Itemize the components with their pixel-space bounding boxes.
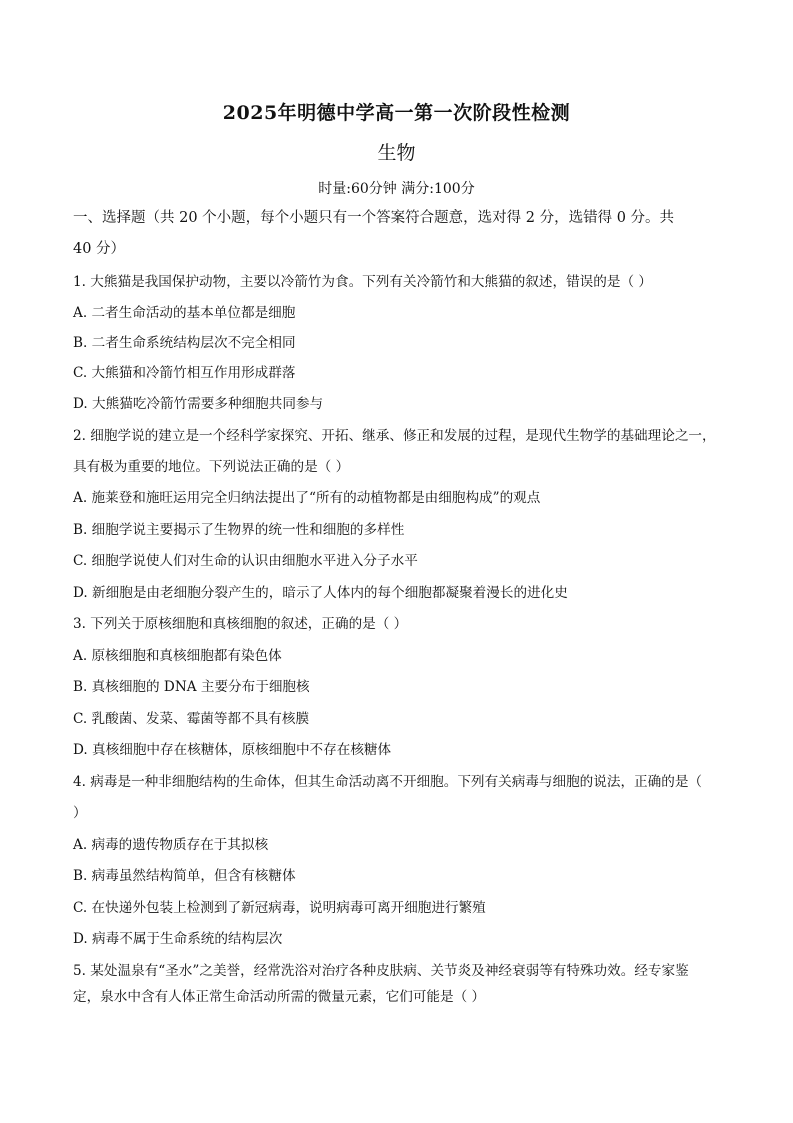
question-4-option-a: A. 病毒的遗传物质存在于其拟核	[73, 837, 269, 853]
question-4-stem-line-1: 4. 病毒是一种非细胞结构的生命体，但其生命活动离不开细胞。下列有关病毒与细胞的说法，正确的是（	[73, 774, 703, 790]
question-2-option-c: C. 细胞学说使人们对生命的认识由细胞水平进入分子水平	[73, 553, 418, 569]
question-2-option-a: A. 施莱登和施旺运用完全归纳法提出了“所有的动植物都是由细胞构成”的观点	[73, 490, 541, 506]
question-3-option-a: A. 原核细胞和真核细胞都有染色体	[73, 648, 282, 664]
question-1-option-d: D. 大熊猫吃冷箭竹需要多种细胞共同参与	[73, 396, 324, 412]
question-1-option-b: B. 二者生命系统结构层次不完全相同	[73, 335, 296, 351]
question-5-stem-line-2: 定，泉水中含有人体正常生命活动所需的微量元素，它们可能是（ ）	[73, 989, 486, 1005]
question-3-option-c: C. 乳酸菌、发菜、霉菌等都不具有核膜	[73, 711, 310, 727]
question-2-option-b: B. 细胞学说主要揭示了生物界的统一性和细胞的多样性	[73, 522, 405, 538]
question-4-option-b: B. 病毒虽然结构简单，但含有核糖体	[73, 868, 296, 884]
question-1-option-a: A. 二者生命活动的基本单位都是细胞	[73, 305, 296, 321]
question-2-stem-line-2: 具有极为重要的地位。下列说法正确的是（ ）	[73, 459, 350, 475]
question-4-stem-line-2: ）	[73, 805, 87, 821]
question-4-option-c: C. 在快递外包装上检测到了新冠病毒，说明病毒可离开细胞进行繁殖	[73, 900, 486, 916]
section-heading-line-2: 40 分）	[73, 241, 126, 257]
question-3-stem-line-1: 3. 下列关于原核细胞和真核细胞的叙述，正确的是（ ）	[73, 616, 408, 632]
question-3-option-d: D. 真核细胞中存在核糖体，原核细胞中不存在核糖体	[73, 742, 392, 758]
exam-meta: 时量:60分钟 满分:100分	[318, 181, 475, 197]
exam-title: 2025年明德中学高一第一次阶段性检测	[222, 102, 571, 124]
question-2-stem-line-1: 2. 细胞学说的建立是一个经科学家探究、开拓、继承、修正和发展的过程，是现代生物学的基础理论之一，	[73, 428, 716, 444]
question-2-option-d: D. 新细胞是由老细胞分裂产生的，暗示了人体内的每个细胞都凝聚着漫长的进化史	[73, 585, 568, 601]
question-3-option-b: B. 真核细胞的 DNA 主要分布于细胞核	[73, 679, 310, 695]
exam-subject: 生物	[377, 142, 416, 164]
question-1-stem-line-1: 1. 大熊猫是我国保护动物，主要以冷箭竹为食。下列有关冷箭竹和大熊猫的叙述，错误的是（ ）	[73, 274, 652, 290]
question-4-option-d: D. 病毒不属于生命系统的结构层次	[73, 931, 283, 947]
question-1-option-c: C. 大熊猫和冷箭竹相互作用形成群落	[73, 365, 296, 381]
section-heading-line-1: 一、选择题（共 20 个小题，每个小题只有一个答案符合题意，选对得 2 分，选错得 0 分。共	[73, 210, 675, 226]
question-5-stem-line-1: 5. 某处温泉有“圣水”之美誉，经常洗浴对治疗各种皮肤病、关节炎及神经衰弱等有特殊功效。经专家鉴	[73, 963, 689, 979]
